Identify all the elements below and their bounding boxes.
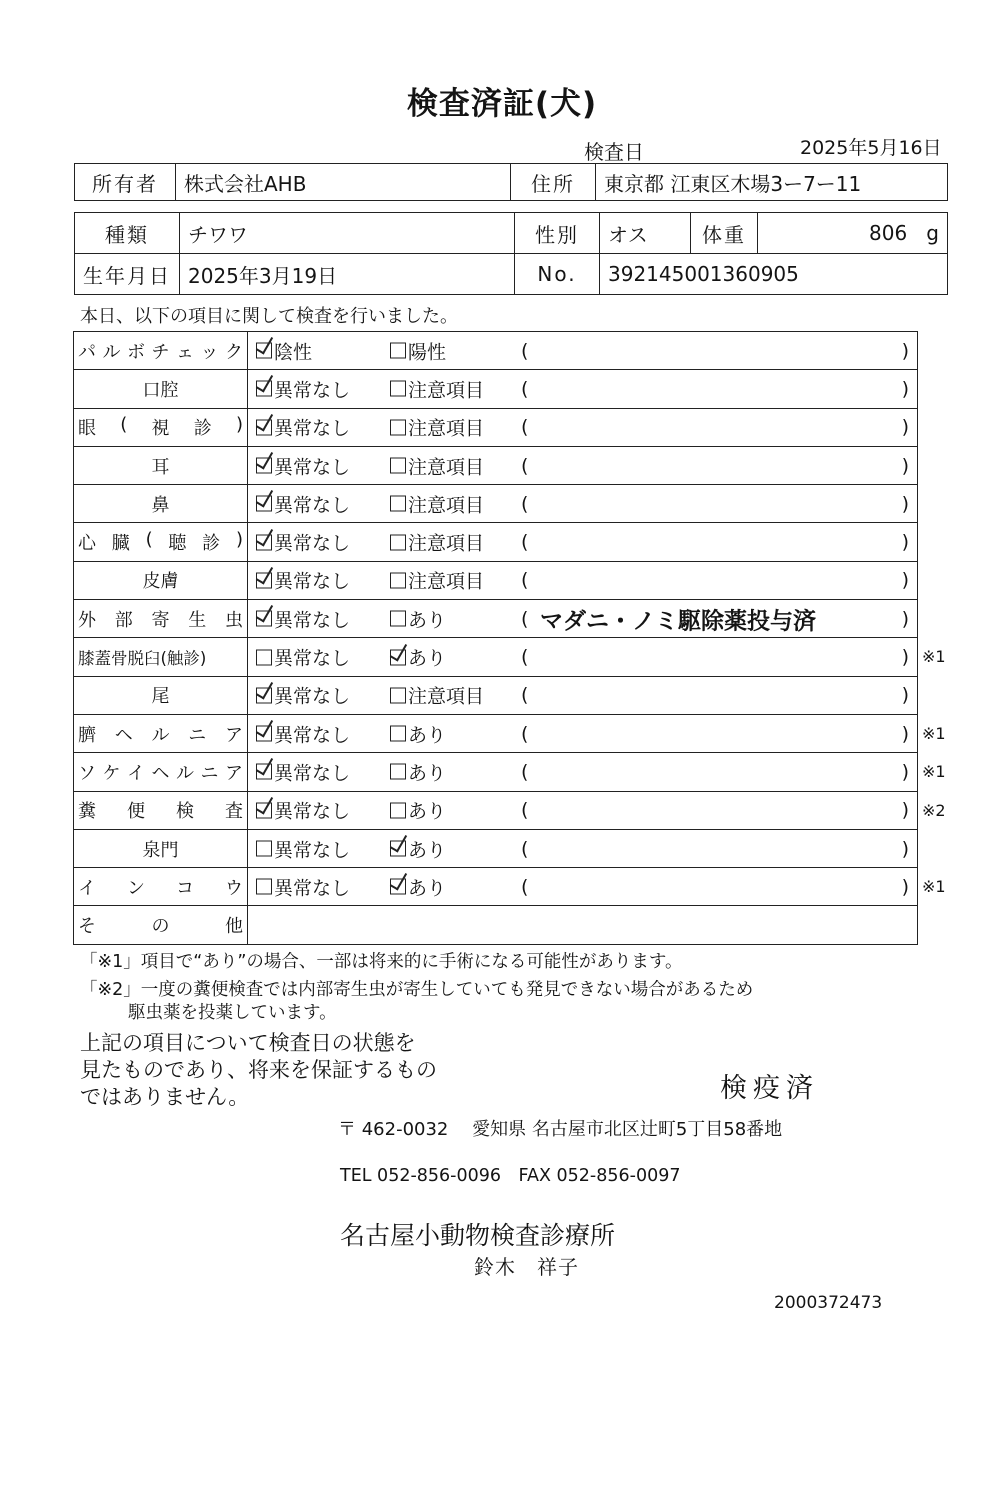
paren-close: ) (901, 722, 909, 745)
checkbox[interactable] (256, 572, 272, 588)
paren-open: ( (521, 531, 529, 554)
item-note: ※1 (922, 877, 946, 897)
option-abnormal (390, 758, 446, 785)
item-result (248, 523, 918, 561)
option-label: 異常なし (274, 494, 351, 517)
table-row (74, 561, 918, 599)
item-result (248, 485, 918, 523)
option-label: 異常なし (274, 379, 351, 402)
paren-close: ) (901, 875, 909, 898)
address-value: 東京都 江東区木場3ー7ー11 (596, 164, 948, 201)
item-name-char: ニ (200, 762, 219, 784)
option-label: 注意項目 (408, 685, 485, 708)
item-name-char: ヘ (114, 724, 133, 746)
option-label: 異常なし (274, 417, 351, 440)
checkbox[interactable] (390, 458, 406, 474)
item-name-char: ) (235, 414, 243, 436)
checkbox[interactable] (390, 879, 406, 895)
item-name: 皮膚 (74, 561, 248, 599)
item-name-char: イ (78, 877, 96, 899)
option-abnormal (390, 720, 446, 747)
table-row (74, 485, 918, 523)
footnote-2-line-2: 駆虫薬を投薬しています。 (128, 1003, 337, 1023)
option-label: 異常なし (274, 685, 351, 708)
table-row (74, 676, 918, 714)
item-name-char: 診 (202, 533, 221, 555)
option-normal (256, 337, 312, 364)
option-normal (256, 605, 350, 632)
checkbox[interactable] (256, 687, 272, 703)
option-label: あり (408, 877, 447, 900)
paren-close: ) (901, 646, 909, 669)
item-name (74, 523, 248, 561)
table-row (74, 791, 918, 829)
checkbox[interactable] (256, 879, 272, 895)
item-name-char: ) (235, 529, 243, 551)
weight-label: 体重 (691, 213, 758, 254)
footnote-1: 「※1」項目で“あり”の場合、一部は将来的に手術になる可能性があります。 (80, 952, 683, 972)
item-name: 泉門 (74, 829, 248, 867)
option-label: あり (408, 647, 447, 670)
clinic-phone: TEL 052-856-0096 FAX 052-856-0097 (340, 1166, 681, 1186)
option-abnormal (390, 873, 446, 900)
option-abnormal (390, 567, 484, 594)
item-name-char: そ (78, 916, 96, 938)
option-label: 異常なし (274, 570, 351, 593)
item-name-char: 眼 (78, 418, 96, 440)
owner-table (74, 163, 948, 201)
option-normal (256, 644, 350, 671)
item-name-spread (78, 606, 243, 632)
option-abnormal (390, 835, 446, 862)
item-name: 耳 (74, 446, 248, 484)
document-number: 2000372473 (774, 1293, 883, 1313)
table-row (74, 829, 918, 867)
item-name-char: ア (225, 724, 243, 746)
option-label: あり (408, 762, 447, 785)
checkbox[interactable] (256, 534, 272, 550)
item-result (248, 332, 918, 370)
option-abnormal (390, 644, 446, 671)
option-normal (256, 720, 350, 747)
option-abnormal (390, 452, 484, 479)
item-name-char: ( (120, 414, 128, 436)
option-normal (256, 375, 350, 402)
table-row (74, 868, 918, 906)
option-abnormal (390, 490, 484, 517)
paren-close: ) (901, 416, 909, 439)
checkbox[interactable] (390, 802, 406, 818)
item-name: 尾 (74, 676, 248, 714)
item-name-char: パ (78, 341, 96, 363)
item-name-char: の (151, 916, 170, 938)
option-normal (256, 682, 350, 709)
table-row (74, 600, 918, 638)
item-name-spread (78, 414, 243, 440)
item-result (248, 753, 918, 791)
checkbox[interactable] (390, 764, 406, 780)
option-label: あり (408, 839, 447, 861)
breed-value: チワワ (180, 213, 515, 254)
item-name-char: ッ (200, 341, 219, 363)
checkbox[interactable] (256, 458, 272, 474)
animal-table (74, 212, 948, 295)
address-label: 住所 (511, 164, 596, 201)
item-name (74, 791, 248, 829)
option-abnormal (390, 337, 446, 364)
option-label: 異常なし (274, 724, 351, 747)
item-name-char: 診 (193, 418, 212, 440)
item-name-char: ニ (188, 724, 207, 746)
paren-open: ( (521, 454, 529, 477)
item-result (248, 906, 918, 944)
option-label: 異常なし (274, 532, 351, 555)
item-name (74, 408, 248, 446)
item-name (74, 753, 248, 791)
item-name-spread (78, 759, 243, 785)
item-name-char: ボ (127, 341, 145, 363)
disclaimer-line-3: ではありません。 (80, 1085, 250, 1109)
paren-close: ) (901, 799, 909, 822)
dob-label: 生年月日 (75, 254, 180, 295)
paren-open: ( (521, 722, 529, 745)
item-note: ※1 (922, 724, 946, 743)
option-label: 異常なし (274, 839, 351, 861)
item-name (74, 714, 248, 752)
dob-value: 2025年3月19日 (180, 254, 515, 295)
checkbox[interactable] (390, 572, 406, 588)
paren-open: ( (521, 837, 529, 860)
paren-open: ( (521, 416, 529, 439)
item-name-char: ェ (176, 341, 194, 363)
item-name-char: 聴 (168, 533, 187, 555)
checkbox[interactable] (256, 343, 272, 359)
option-label: あり (408, 800, 447, 823)
disclaimer (80, 1030, 437, 1111)
item-name-char: 生 (188, 609, 207, 631)
item-name-char: 検 (176, 801, 194, 823)
item-name-char: ル (102, 341, 121, 363)
paren-close: ) (901, 837, 909, 860)
item-result (248, 638, 918, 676)
item-name (74, 600, 248, 638)
sex-label: 性別 (515, 213, 600, 254)
item-name-char: コ (176, 877, 194, 899)
paren-close: ) (901, 454, 909, 477)
item-result (248, 561, 918, 599)
option-label: 異常なし (274, 762, 351, 785)
option-abnormal (390, 797, 446, 824)
item-name (74, 868, 248, 906)
option-abnormal (390, 414, 484, 441)
item-name-char: 糞 (78, 801, 96, 823)
paren-open: ( (521, 799, 529, 822)
option-normal (256, 452, 350, 479)
item-name: 膝蓋骨脱臼(触診) (74, 638, 248, 676)
option-abnormal (390, 375, 484, 402)
item-name-char: 心 (78, 533, 96, 555)
item-note: ※1 (922, 762, 946, 782)
checkbox[interactable] (390, 381, 406, 397)
item-name-char: 虫 (225, 609, 243, 631)
document-title: 検査済証(犬) (406, 86, 598, 122)
paren-open: ( (521, 492, 529, 515)
item-name-char: ク (225, 341, 243, 363)
item-name-char: ( (145, 529, 153, 551)
paren-close: ) (901, 684, 909, 707)
table-row (74, 446, 918, 484)
option-abnormal (390, 529, 484, 556)
option-label: 異常なし (274, 647, 351, 670)
item-result (248, 791, 918, 829)
checkbox[interactable] (390, 534, 406, 550)
checkbox[interactable] (390, 649, 406, 665)
disclaimer-line-2: 見たものであり、将来を保証するもの (80, 1058, 437, 1082)
item-name: 鼻 (74, 485, 248, 523)
option-label: 異常なし (274, 609, 351, 632)
item-result (248, 714, 918, 752)
owner-label: 所有者 (75, 164, 176, 201)
table-row (74, 714, 918, 752)
paren-open: ( (521, 377, 529, 400)
option-label: あり (408, 609, 447, 632)
option-normal (256, 490, 350, 517)
option-normal (256, 567, 350, 594)
item-result (248, 370, 918, 408)
owner-value: 株式会社AHB (176, 164, 511, 201)
option-label: 注意項目 (408, 570, 485, 593)
item-name (74, 332, 248, 370)
checkbox[interactable] (390, 496, 406, 512)
item-name-char: イ (127, 762, 145, 784)
item-name-char: ル (151, 724, 170, 746)
table-row (74, 332, 918, 370)
item-name-char: ソ (78, 762, 96, 784)
item-name-char: 寄 (151, 609, 170, 631)
option-normal (256, 797, 350, 824)
option-label: 異常なし (274, 456, 351, 479)
checkbox[interactable] (256, 611, 272, 627)
table-row (74, 408, 918, 446)
paren-open: ( (521, 684, 529, 707)
checkbox[interactable] (256, 841, 272, 857)
item-name: 口腔 (74, 370, 248, 408)
paren-close: ) (901, 569, 909, 592)
intro-text: 本日、以下の項目に関して検査を行いました。 (80, 306, 458, 327)
item-name-char: 部 (114, 609, 133, 631)
option-label: 異常なし (274, 800, 351, 823)
paren-close: ) (901, 339, 909, 362)
footnote-2-line-1: 「※2」一度の糞便検査では内部寄生虫が寄生していても発見できない場合があるため (80, 980, 754, 1000)
option-label: あり (408, 724, 447, 747)
paren-open: ( (521, 760, 529, 783)
checkbox[interactable] (390, 343, 406, 359)
veterinarian-name: 鈴木 祥子 (474, 1255, 579, 1279)
item-result (248, 868, 918, 906)
option-normal (256, 758, 350, 785)
quarantine-stamp: 検疫済 (720, 1073, 819, 1104)
option-label: 異常なし (274, 877, 351, 900)
option-normal (256, 835, 350, 862)
item-result (248, 829, 918, 867)
exam-date-value: 2025年5月16日 (800, 137, 942, 159)
option-label: 注意項目 (408, 417, 485, 440)
inspection-table (73, 331, 918, 945)
weight-value: 806 (869, 221, 908, 245)
option-label: 陰性 (274, 341, 313, 364)
item-result (248, 600, 918, 638)
item-name-char: ア (225, 762, 243, 784)
checkbox[interactable] (256, 496, 272, 512)
item-name-char: チ (151, 341, 170, 363)
item-note: ※2 (922, 800, 946, 820)
item-result (248, 676, 918, 714)
table-row (74, 370, 918, 408)
item-name-spread (78, 529, 243, 555)
item-name-char: ヘ (151, 762, 170, 784)
checkbox[interactable] (256, 419, 272, 435)
item-name-char: 便 (127, 801, 145, 823)
item-name-char: ウ (225, 877, 243, 899)
disclaimer-line-1: 上記の項目について検査日の状態を (80, 1031, 416, 1055)
checkbox[interactable] (390, 611, 406, 627)
option-label: 注意項目 (408, 494, 485, 517)
item-name-char: ン (127, 877, 145, 899)
breed-label: 種類 (75, 213, 180, 254)
item-name-spread (78, 721, 243, 747)
clinic-name: 名古屋小動物検査診療所 (340, 1221, 616, 1250)
option-normal (256, 529, 350, 556)
item-result (248, 446, 918, 484)
paren-close: ) (901, 377, 909, 400)
paren-close: ) (901, 531, 909, 554)
item-name-char: 外 (78, 609, 96, 631)
no-label: No. (515, 254, 600, 295)
paren-open: ( (521, 646, 529, 669)
paren-close: ) (901, 760, 909, 783)
item-name-spread (78, 797, 243, 823)
no-value: 392145001360905 (600, 254, 948, 295)
sex-value: オス (600, 213, 691, 254)
checkbox[interactable] (256, 381, 272, 397)
checkbox[interactable] (256, 802, 272, 818)
paren-close: ) (901, 492, 909, 515)
option-abnormal (390, 605, 446, 632)
checkbox[interactable] (390, 419, 406, 435)
paren-open: ( (521, 875, 529, 898)
option-abnormal (390, 682, 484, 709)
option-normal (256, 873, 350, 900)
item-name-char: ケ (102, 762, 121, 784)
item-name-spread (78, 912, 243, 938)
item-name-spread (78, 338, 243, 364)
item-name (74, 906, 248, 944)
item-name-spread (78, 874, 243, 900)
item-name-char: 臓 (111, 533, 130, 555)
item-name-char: 視 (151, 418, 170, 440)
exam-date-label: 検査日 (584, 140, 644, 164)
paren-open: ( (521, 339, 529, 362)
paren-open: ( (521, 569, 529, 592)
clinic-address: 〒 462-0032 愛知県 名古屋市北区辻町5丁目58番地 (338, 1119, 783, 1140)
checkbox[interactable] (256, 649, 272, 665)
option-label: 注意項目 (408, 456, 485, 479)
checkbox[interactable] (256, 726, 272, 742)
option-label: 注意項目 (408, 532, 485, 555)
table-row (74, 753, 918, 791)
item-name-char: ル (176, 762, 194, 784)
table-row (74, 523, 918, 561)
item-name-char: 査 (225, 801, 243, 823)
table-row (74, 906, 918, 944)
item-note: ※1 (922, 647, 946, 667)
item-name-char: 他 (225, 916, 243, 938)
option-label: 陽性 (408, 341, 447, 364)
checkbox[interactable] (390, 841, 406, 857)
paren-close: ) (901, 607, 909, 630)
paren-open: ( (521, 607, 529, 630)
table-row (74, 638, 918, 676)
weight-cell (758, 213, 948, 254)
option-label: 注意項目 (408, 379, 485, 402)
checkbox[interactable] (256, 764, 272, 780)
option-normal (256, 414, 350, 441)
checkbox[interactable] (390, 726, 406, 742)
weight-unit: g (926, 221, 939, 245)
checkbox[interactable] (390, 687, 406, 703)
item-result (248, 408, 918, 446)
item-name-char: 臍 (78, 724, 96, 746)
item-remark: マダニ・ノミ駆除薬投与済 (540, 608, 816, 635)
